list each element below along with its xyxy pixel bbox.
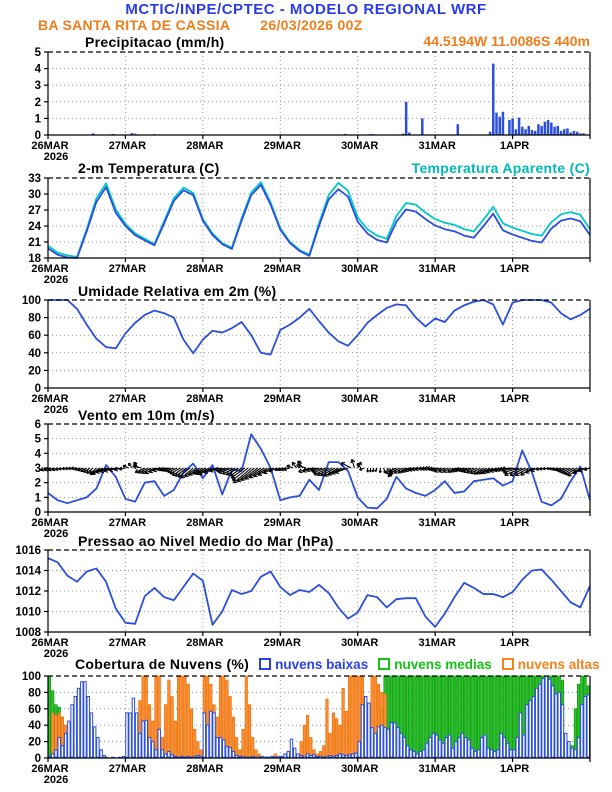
svg-text:4: 4 [34,448,41,461]
legend-apparent-temperature: Temperatura Aparente (C) [411,160,590,176]
panel-title-temperature: 2-m Temperatura (C) [78,160,220,176]
svg-text:0: 0 [34,130,41,142]
panel-title-humidity: Umidade Relativa em 2m (%) [78,283,277,299]
svg-text:26MAR: 26MAR [31,140,69,152]
svg-text:31MAR: 31MAR [418,263,456,275]
svg-text:21: 21 [28,237,41,249]
svg-text:29MAR: 29MAR [263,637,301,649]
svg-text:26MAR: 26MAR [31,517,69,529]
mid-clouds-swatch-icon [378,658,390,670]
svg-text:5: 5 [34,433,41,446]
svg-text:33: 33 [28,173,41,185]
svg-text:31MAR: 31MAR [418,140,456,152]
panel-title-precipitation: Precipitacao (mm/h) [85,34,225,50]
svg-text:80: 80 [28,312,41,325]
svg-text:26MAR: 26MAR [31,393,69,405]
svg-text:30MAR: 30MAR [341,517,379,529]
svg-text:27MAR: 27MAR [108,763,147,775]
panel-title-pressure: Pressao ao Nivel Medio do Mar (hPa) [78,533,334,549]
station-line [38,17,363,33]
svg-text:0: 0 [34,507,41,519]
page-title: MCTIC/INPE/CPTEC - MODELO REGIONAL WRF [125,1,487,18]
svg-text:29MAR: 29MAR [263,763,301,775]
svg-text:28MAR: 28MAR [186,393,224,405]
svg-text:27MAR: 27MAR [108,263,147,275]
svg-text:24: 24 [28,221,41,233]
svg-text:6: 6 [34,419,41,431]
svg-text:4: 4 [34,63,41,76]
svg-text:20: 20 [28,736,41,749]
svg-text:27MAR: 27MAR [108,140,147,152]
svg-text:60: 60 [28,330,41,343]
svg-text:2026: 2026 [43,528,69,540]
svg-text:1APR: 1APR [499,140,530,152]
svg-text:29MAR: 29MAR [263,263,301,275]
svg-text:31MAR: 31MAR [418,637,456,649]
svg-text:29MAR: 29MAR [263,393,301,405]
svg-text:3: 3 [34,80,41,93]
svg-text:18: 18 [28,253,41,265]
legend-low-clouds-label: nuvens baixas [275,656,369,672]
svg-text:31MAR: 31MAR [418,393,456,405]
svg-text:2: 2 [34,96,41,109]
high-clouds-swatch-icon [502,658,514,670]
svg-text:1APR: 1APR [499,517,530,529]
panel-title-clouds: Cobertura de Nuvens (%) [75,656,250,672]
svg-text:0: 0 [34,753,41,765]
svg-text:1APR: 1APR [499,763,530,775]
svg-text:20: 20 [28,365,41,378]
svg-text:31MAR: 31MAR [418,763,456,775]
svg-text:30MAR: 30MAR [341,140,379,152]
svg-text:26MAR: 26MAR [31,637,69,649]
panel-title-wind: Vento em 10m (m/s) [78,407,215,423]
svg-text:1014: 1014 [15,565,41,578]
svg-text:1APR: 1APR [499,263,530,275]
svg-text:28MAR: 28MAR [186,140,224,152]
svg-text:27: 27 [28,205,41,217]
svg-text:31MAR: 31MAR [418,517,456,529]
svg-text:100: 100 [21,295,41,307]
svg-text:1APR: 1APR [499,637,530,649]
svg-text:0: 0 [34,383,41,395]
svg-text:2: 2 [34,477,41,490]
svg-text:26MAR: 26MAR [31,263,69,275]
svg-text:40: 40 [28,720,41,733]
svg-text:3: 3 [34,463,41,475]
svg-text:1008: 1008 [15,627,41,639]
svg-text:27MAR: 27MAR [108,637,147,649]
svg-text:30MAR: 30MAR [341,637,379,649]
svg-text:28MAR: 28MAR [186,763,224,775]
svg-text:80: 80 [28,687,41,700]
svg-text:40: 40 [28,347,41,360]
cloud-panel-header [75,656,600,672]
svg-text:30MAR: 30MAR [341,263,379,275]
svg-text:29MAR: 29MAR [263,140,301,152]
svg-text:30MAR: 30MAR [341,393,379,405]
low-clouds-swatch-icon [259,658,271,670]
legend-mid-clouds [378,657,492,672]
svg-text:28MAR: 28MAR [186,517,224,529]
svg-text:27MAR: 27MAR [108,393,147,405]
svg-text:1012: 1012 [15,586,41,598]
run-datetime: 26/03/2026 00Z [260,17,363,33]
svg-text:1: 1 [34,492,41,505]
svg-text:1010: 1010 [15,606,41,619]
svg-text:2026: 2026 [43,404,69,416]
svg-text:28MAR: 28MAR [186,637,224,649]
svg-text:1APR: 1APR [499,393,530,405]
svg-text:2026: 2026 [43,274,69,286]
svg-text:2026: 2026 [43,151,69,163]
svg-text:29MAR: 29MAR [263,517,301,529]
svg-text:28MAR: 28MAR [186,263,224,275]
station-coordinates: 44.5194W 11.0086S 440m [423,33,590,49]
svg-text:100: 100 [21,671,41,683]
svg-text:1: 1 [34,113,41,126]
svg-text:1016: 1016 [15,545,41,557]
svg-text:60: 60 [28,703,41,716]
legend-low-clouds [259,657,368,672]
svg-text:5: 5 [34,47,41,59]
svg-text:27MAR: 27MAR [108,517,147,529]
legend-mid-clouds-label: nuvens medias [394,656,492,672]
svg-text:2026: 2026 [43,648,69,660]
station-name: BA SANTA RITA DE CASSIA [38,17,231,33]
svg-text:30: 30 [28,189,41,201]
legend-high-clouds-label: nuvens altas [517,656,600,672]
legend-high-clouds [502,657,600,672]
svg-text:2026: 2026 [43,774,69,786]
svg-text:26MAR: 26MAR [31,763,69,775]
svg-text:30MAR: 30MAR [341,763,379,775]
